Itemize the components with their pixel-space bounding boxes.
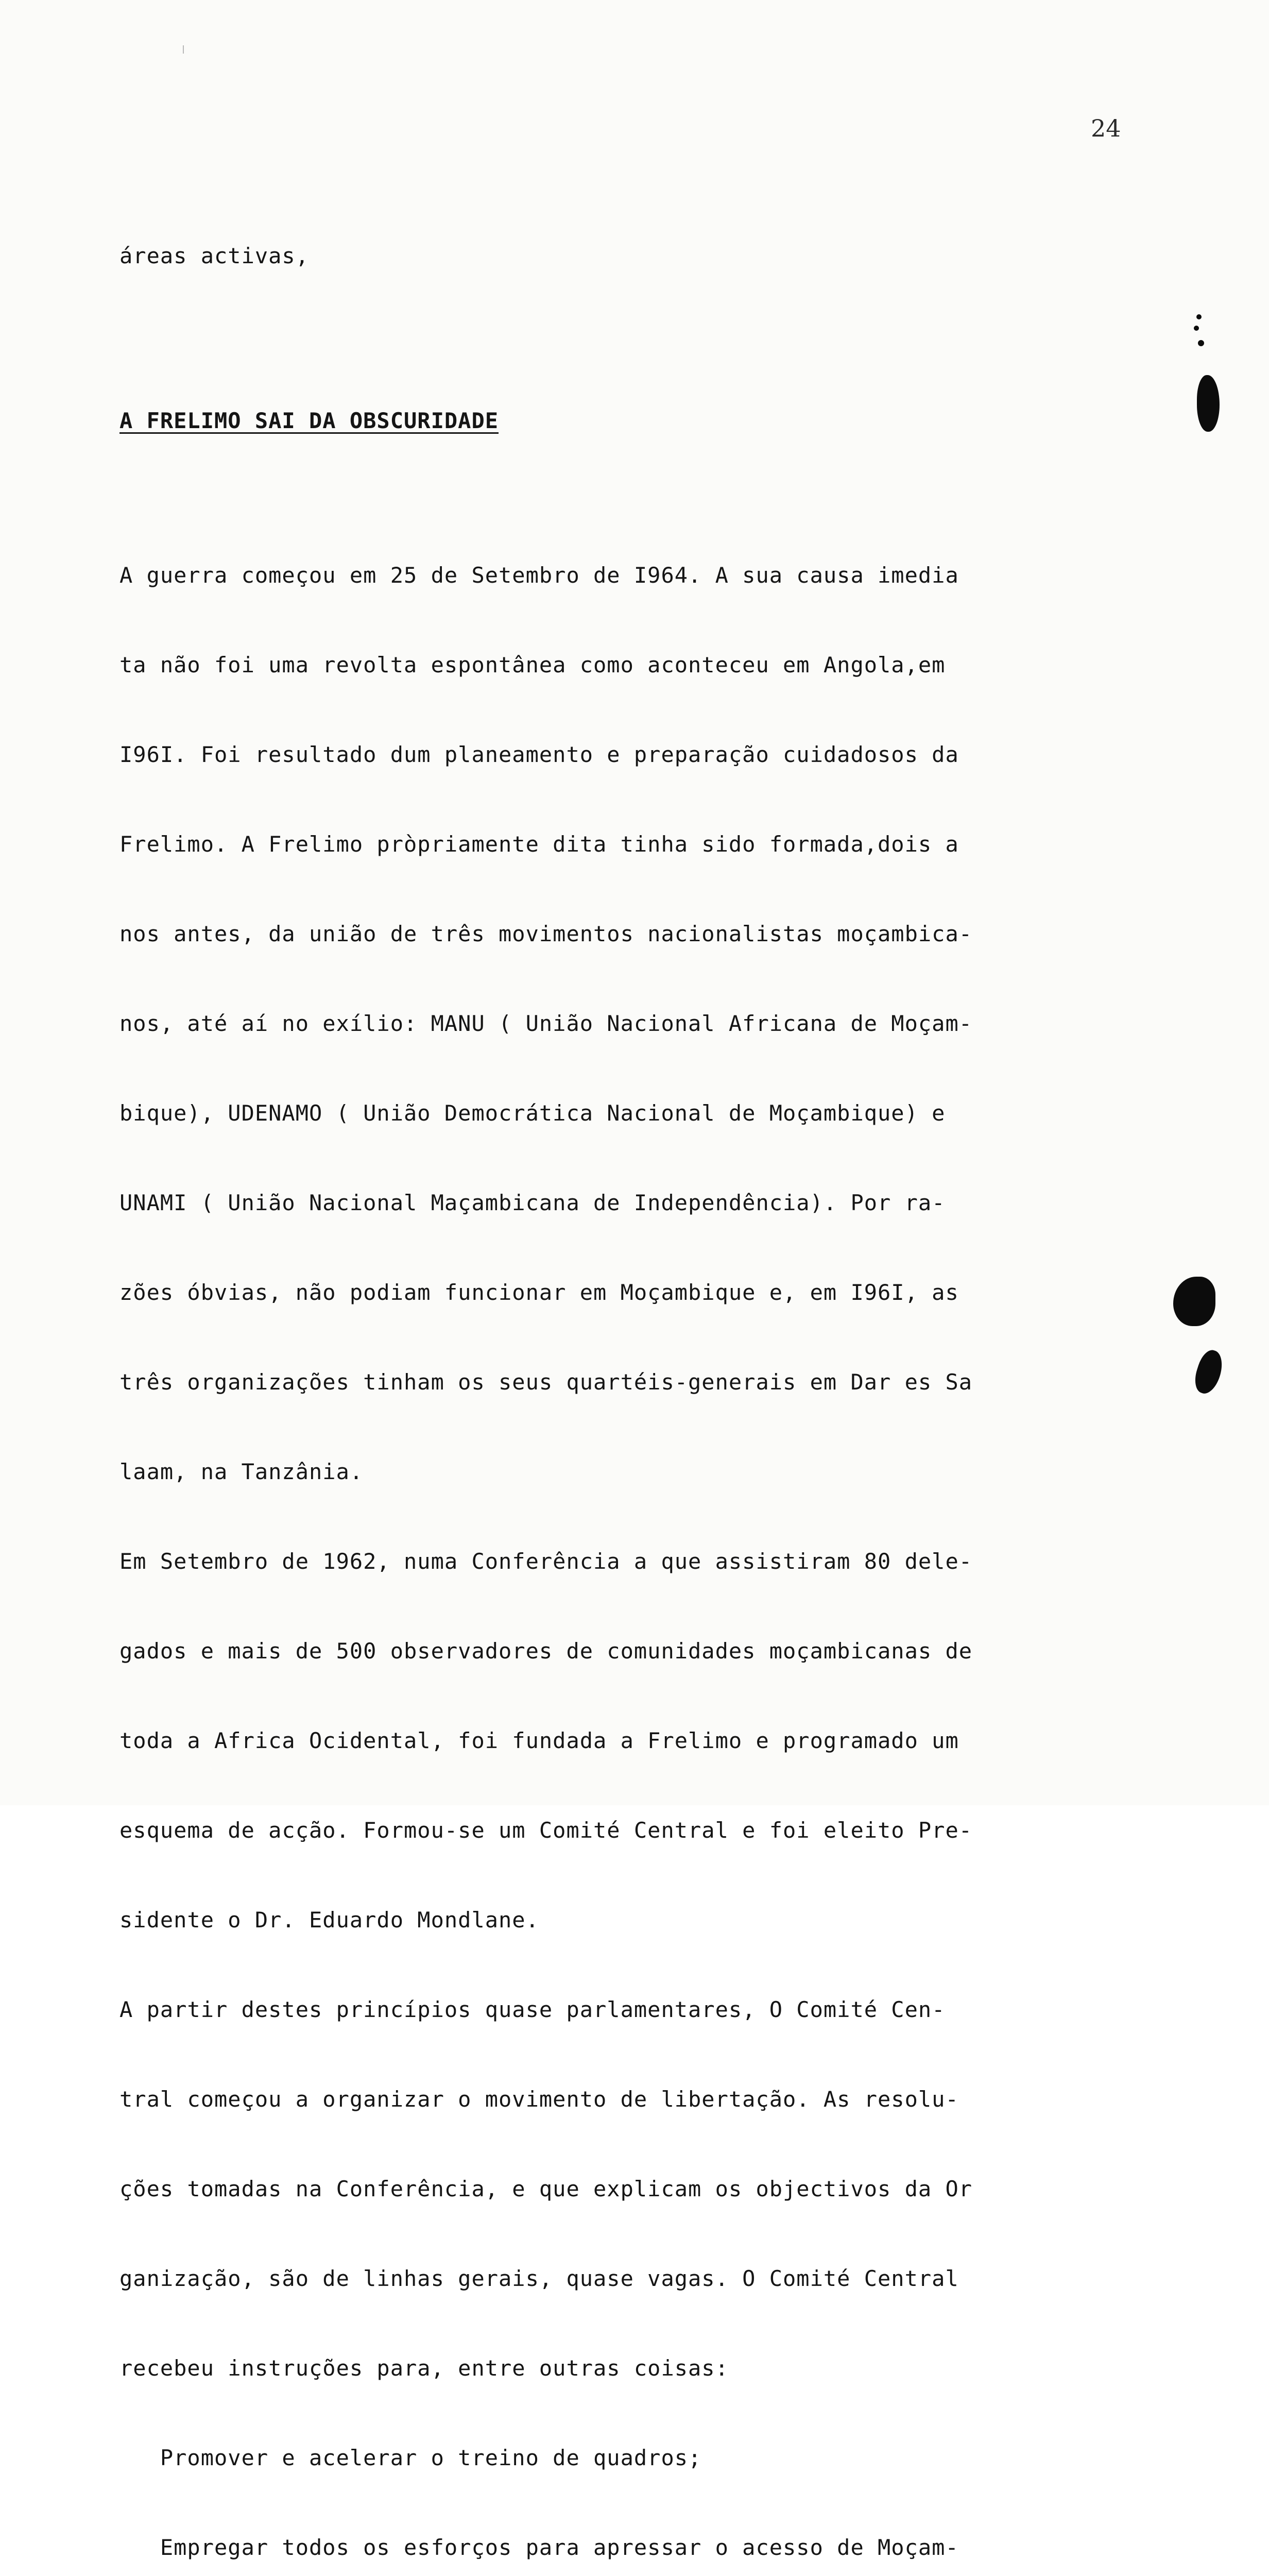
ink-blot-mark xyxy=(1173,1277,1215,1326)
section-heading: A FRELIMO SAI DA OBSCURIDADE xyxy=(119,408,499,433)
text-line: A partir destes princípios quase parlamentares, O Comité Cen- xyxy=(119,1997,946,2022)
text-line: esquema de acção. Formou-se um Comité Central e foi eleito Pre- xyxy=(119,1818,973,1843)
ink-blot-mark xyxy=(1197,375,1220,432)
text-line: áreas activas, xyxy=(119,243,310,268)
text-line: zões óbvias, não podiam funcionar em Moçambique e, em I96I, as xyxy=(119,1280,959,1305)
scan-mark xyxy=(183,45,184,54)
text-line: ta não foi uma revolta espontânea como aconteceu em Angola,em xyxy=(119,652,946,677)
text-line: Em Setembro de 1962, numa Conferência a que assistiram 80 dele- xyxy=(119,1549,973,1574)
text-line: três organizações tinham os seus quartéis-generais em Dar es Sa xyxy=(119,1369,973,1395)
text-line: recebeu instruções para, entre outras coisas: xyxy=(119,2355,729,2381)
ink-blot-mark xyxy=(1191,1347,1227,1397)
text-line: nos antes, da união de três movimentos nacionalistas moçambica- xyxy=(119,921,973,946)
ink-blot-mark xyxy=(1194,326,1199,331)
page-number: 24 xyxy=(1091,114,1121,142)
text-line: UNAMI ( União Nacional Maçambicana de Independência). Por ra- xyxy=(119,1190,946,1215)
typed-text-body xyxy=(119,181,1150,2576)
list-item: Promover e acelerar o treino de quadros; xyxy=(119,2445,702,2470)
ink-blot-mark xyxy=(1196,314,1202,319)
text-line: tral começou a organizar o movimento de libertação. As resolu- xyxy=(119,2087,959,2112)
text-line: A guerra começou em 25 de Setembro de I964. A sua causa imedia xyxy=(119,563,959,588)
list-item: Empregar todos os esforços para apressar o acesso de Moçam- xyxy=(119,2535,959,2560)
text-line: Frelimo. A Frelimo pròpriamente dita tinha sido formada,dois a xyxy=(119,832,959,857)
text-line: toda a Africa Ocidental, foi fundada a Frelimo e programado um xyxy=(119,1728,959,1753)
text-line: gados e mais de 500 observadores de comunidades moçambicanas de xyxy=(119,1638,973,1664)
text-line: ganização, são de linhas gerais, quase vagas. O Comité Central xyxy=(119,2266,959,2291)
ink-blot-mark xyxy=(1198,340,1204,346)
text-line: nos, até aí no exílio: MANU ( União Nacional Africana de Moçam- xyxy=(119,1011,973,1036)
text-line: laam, na Tanzânia. xyxy=(119,1459,364,1484)
text-line: ções tomadas na Conferência, e que explicam os objectivos da Or xyxy=(119,2176,973,2201)
text-line: sidente o Dr. Eduardo Mondlane. xyxy=(119,1907,539,1933)
text-line: bique), UDENAMO ( União Democrática Nacional de Moçambique) e xyxy=(119,1100,946,1126)
text-line: I96I. Foi resultado dum planeamento e preparação cuidadosos da xyxy=(119,742,959,767)
